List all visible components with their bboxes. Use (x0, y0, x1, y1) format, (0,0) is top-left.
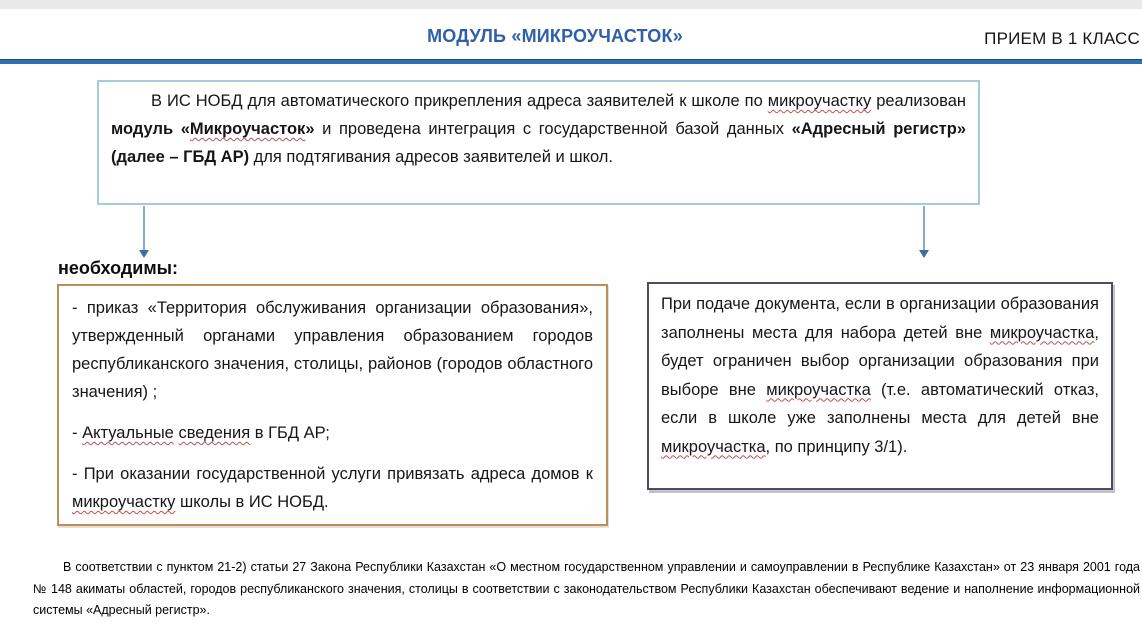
slide-title: МОДУЛЬ «МИКРОУЧАСТОК» (427, 26, 683, 46)
needed-label: необходимы: (58, 258, 179, 278)
text-run: - (72, 424, 83, 442)
restriction-box (647, 282, 1113, 490)
text-run: В ИС НОБД для автоматического прикрепления адреса заявителей к школе по (151, 92, 768, 110)
header-right-label: ПРИЕМ В 1 КЛАСС (984, 29, 1140, 48)
spellcheck-marked-text: Актуальные (82, 424, 174, 442)
spellcheck-marked-text: Микроучасток (189, 120, 306, 138)
text-run: (т.е. автоматический отказ, если в школе уже заполнены места для детей вне (661, 380, 1099, 427)
spellcheck-marked-text: микроучастка (989, 323, 1095, 342)
text-run: модуль « (111, 120, 190, 138)
text-run: и проведена интеграция с государственной базой данных (314, 120, 792, 138)
text-run: , будет ограничен выбор организации образования при выборе вне (661, 323, 1099, 399)
spellcheck-marked-text: микроучастку (72, 493, 176, 511)
text-run: » (305, 120, 315, 138)
spellcheck-marked-text: микроучастка (766, 380, 871, 399)
requirements-box (57, 284, 608, 526)
text-run: При подаче документа, если в организации образования заполнены места для набора детей вне (661, 295, 1099, 342)
text-run: «Адресный регистр» (далее – ГБД АР) (111, 120, 966, 166)
requirement-item (72, 460, 593, 516)
top-edge-strip (0, 0, 1142, 9)
requirement-item (72, 419, 593, 447)
down-arrow-right (923, 206, 925, 254)
text-run: - приказ «Территория обслуживания организации образования», утвержденный органами управления образованием городов республиканского значения, столицы, районов (городов областного значения) ; (72, 299, 593, 401)
spellcheck-marked-text: микроучастку (767, 92, 872, 110)
legal-footnote: В соответствии с пунктом 21-2) статьи 27 Закона Республики Казахстан «О местном государственном управлении и самоуправлении в Республике Казахстан» от 23 января 2001 года № 148 акиматы областей, городов республиканского значения, столицы в соответствии с законодательством Республики Казахстан обеспечивают ведение и наполнение информационной системы «Адресный регистр». (33, 560, 1140, 617)
text-run: школы в ИС НОБД. (175, 493, 329, 511)
intro-paragraph (111, 87, 966, 171)
restriction-paragraph (661, 290, 1099, 461)
header-divider (0, 59, 1142, 64)
text-run: - При оказании государственной услуги привязать адреса домов к (72, 465, 593, 483)
text-run: для подтягивания адресов заявителей и школ. (249, 148, 613, 166)
down-arrow-left (143, 206, 145, 254)
text-run: в ГБД АР; (250, 424, 330, 442)
spellcheck-marked-text: сведения (178, 424, 251, 442)
intro-box (97, 80, 980, 205)
requirement-item (72, 294, 593, 406)
text-run: реализован (871, 92, 966, 110)
spellcheck-marked-text: микроучастка (661, 437, 766, 456)
text-run: , по принципу 3/1). (765, 437, 908, 456)
